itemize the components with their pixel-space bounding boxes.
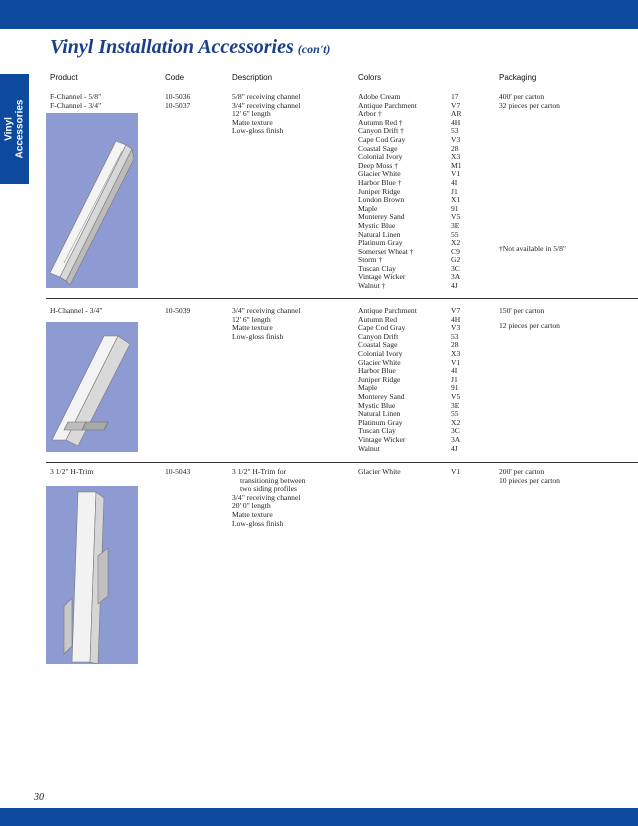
color-name: Walnut † <box>358 281 386 291</box>
color-name: Walnut <box>358 443 380 453</box>
row1-codes <box>165 93 190 110</box>
color-name: Glacier White <box>358 467 401 476</box>
row1-note: †Not available in 5/8" <box>499 244 566 253</box>
color-name: Arbor † <box>358 109 382 119</box>
color-code: 28 <box>451 340 459 350</box>
color-code: V7 <box>451 306 461 315</box>
color-code: 91 <box>451 203 459 213</box>
color-name: Platinum Gray <box>358 417 403 427</box>
color-name: Colonial Ivory <box>358 348 403 358</box>
color-code: V3 <box>451 323 461 333</box>
description-line: 3 1/2" H-Trim for <box>232 467 287 476</box>
color-name: Harbor Blue <box>358 366 396 376</box>
row1-description <box>232 93 300 136</box>
description-line: Low-gloss finish <box>232 331 284 341</box>
color-name: Glacier White <box>358 169 401 179</box>
description-line: two siding profiles <box>240 484 297 494</box>
color-code: 3E <box>451 400 460 410</box>
row1-color-names <box>358 93 417 291</box>
h-channel-illustration <box>46 322 138 452</box>
side-tab-line-1: Vinyl <box>3 117 15 141</box>
color-code: V1 <box>451 169 461 179</box>
color-name: Antique Parchment <box>358 100 417 110</box>
product-name: 3 1/2" H-Trim <box>50 467 94 476</box>
side-tab-line-2: Accessories <box>14 99 26 159</box>
color-name: Platinum Gray <box>358 238 403 248</box>
packaging-line: 10 pieces per carton <box>499 475 560 485</box>
color-code: 55 <box>451 229 459 239</box>
packaging-line: 400' per carton <box>499 92 545 101</box>
row-divider <box>46 462 638 463</box>
page-number: 30 <box>34 792 44 803</box>
page-title <box>50 36 330 59</box>
description-line: 3/4" receiving channel <box>232 306 301 315</box>
color-code: 3A <box>451 272 461 282</box>
color-code: X1 <box>451 195 461 205</box>
packaging-line: 32 pieces per carton <box>499 100 560 110</box>
bottom-banner <box>0 808 638 826</box>
color-name: Maple <box>358 203 378 213</box>
color-name: Natural Linen <box>358 229 401 239</box>
color-code: X3 <box>451 152 461 162</box>
col-header-packaging: Packaging <box>499 73 537 82</box>
color-code: X2 <box>451 238 461 248</box>
description-line: 3/4" receiving channel <box>232 100 301 110</box>
row3-products <box>50 468 93 477</box>
description-line: 5/8" receiving channel <box>232 92 301 101</box>
color-code: 3A <box>451 434 461 444</box>
color-code: V7 <box>451 100 461 110</box>
color-name: Canyon Drift <box>358 331 399 341</box>
color-name: Harbor Blue † <box>358 177 402 187</box>
color-name: Mystic Blue <box>358 400 396 410</box>
color-name: Tuscan Clay <box>358 263 396 273</box>
color-name: London Brown <box>358 195 405 205</box>
description-line: 20' 0" length <box>232 501 271 511</box>
page-title-text: Vinyl Installation Accessories <box>50 36 294 58</box>
color-code: V5 <box>451 391 461 401</box>
product-name: F-Channel - 5/8" <box>50 92 102 101</box>
color-name: Autumn Red <box>358 314 398 324</box>
color-name: Coastal Sage <box>358 340 398 350</box>
color-name: Monterey Sand <box>358 212 405 222</box>
color-code: 3E <box>451 220 460 230</box>
color-name: Mystic Blue <box>358 220 396 230</box>
product-code: 10-5039 <box>165 306 191 315</box>
color-name: Autumn Red † <box>358 117 403 127</box>
color-name: Colonial Ivory <box>358 152 403 162</box>
product-name: F-Channel - 3/4" <box>50 100 102 110</box>
color-code: 17 <box>451 92 459 101</box>
color-code: 91 <box>451 383 459 393</box>
color-name: Juniper Ridge <box>358 186 401 196</box>
color-code: X3 <box>451 348 461 358</box>
color-name: Storm † <box>358 255 383 265</box>
color-name: Antique Parchment <box>358 306 417 315</box>
description-line: Matte texture <box>232 323 273 333</box>
packaging-line: 200' per carton <box>499 467 545 476</box>
product-code: 10-5043 <box>165 467 191 476</box>
row2-description <box>232 307 300 341</box>
color-code: C9 <box>451 246 460 256</box>
color-code: 4I <box>451 177 458 187</box>
col-header-description: Description <box>232 73 273 82</box>
product-name: H-Channel - 3/4" <box>50 306 103 315</box>
color-code: 3C <box>451 263 460 273</box>
row-divider <box>46 298 638 299</box>
h-trim-illustration <box>46 486 138 664</box>
top-banner <box>0 0 638 29</box>
row2-color-codes <box>451 307 460 453</box>
packaging-line: 12 pieces per carton <box>499 320 560 330</box>
color-code: 28 <box>451 143 459 153</box>
row1-packaging <box>499 93 560 110</box>
side-tab <box>0 74 29 184</box>
row3-codes <box>165 468 190 477</box>
description-line: Matte texture <box>232 117 273 127</box>
row2-color-names <box>358 307 417 453</box>
color-name: Deep Moss † <box>358 160 399 170</box>
color-code: M1 <box>451 160 462 170</box>
description-line: Low-gloss finish <box>232 126 284 136</box>
color-name: Natural Linen <box>358 409 401 419</box>
product-code: 10-5036 <box>165 92 191 101</box>
color-name: Monterey Sand <box>358 391 405 401</box>
row3-color-codes <box>451 468 460 477</box>
color-code: 4J <box>451 443 458 453</box>
color-code: 55 <box>451 409 459 419</box>
row3-description <box>232 468 306 528</box>
color-name: Cape Cod Gray <box>358 134 406 144</box>
description-line: 12' 6" length <box>232 109 271 119</box>
color-code: V1 <box>451 467 461 476</box>
color-code: 4H <box>451 314 461 324</box>
color-name: Cape Cod Gray <box>358 323 406 333</box>
packaging-line: 150' per carton <box>499 306 545 315</box>
row2-products <box>50 307 102 316</box>
description-line: 3/4" receiving channel <box>232 492 301 502</box>
description-line: Matte texture <box>232 509 273 519</box>
color-name: Somerset Wheat † <box>358 246 414 256</box>
color-code: G2 <box>451 255 461 265</box>
color-name: Adobe Cream <box>358 92 401 101</box>
row2-packaging <box>499 307 560 330</box>
col-header-code: Code <box>165 73 185 82</box>
color-name: Vintage Wicker <box>358 272 406 282</box>
color-code: X2 <box>451 417 461 427</box>
description-line: Low-gloss finish <box>232 518 284 528</box>
color-code: J1 <box>451 374 458 384</box>
color-name: Tuscan Clay <box>358 426 396 436</box>
row3-packaging <box>499 468 560 485</box>
color-name: Glacier White <box>358 357 401 367</box>
color-name: Juniper Ridge <box>358 374 401 384</box>
description-line: transitioning between <box>240 475 306 485</box>
row1-color-codes <box>451 93 462 291</box>
col-header-colors: Colors <box>358 73 382 82</box>
color-name: Canyon Drift † <box>358 126 404 136</box>
color-code: 4J <box>451 281 458 291</box>
color-name: Maple <box>358 383 378 393</box>
col-header-product: Product <box>50 73 78 82</box>
color-code: 53 <box>451 126 459 136</box>
color-name: Vintage Wicker <box>358 434 406 444</box>
row2-codes <box>165 307 190 316</box>
color-code: 53 <box>451 331 459 341</box>
row1-products <box>50 93 101 110</box>
page-title-suffix: (con't) <box>297 42 331 56</box>
color-code: 4I <box>451 366 458 376</box>
color-code: 3C <box>451 426 460 436</box>
f-channel-illustration <box>46 113 138 288</box>
row3-color-names <box>358 468 401 477</box>
description-line: 12' 6" length <box>232 314 271 324</box>
product-code: 10-5037 <box>165 100 191 110</box>
color-code: J1 <box>451 186 458 196</box>
color-code: V1 <box>451 357 461 367</box>
color-name: Coastal Sage <box>358 143 398 153</box>
color-code: AR <box>451 109 462 119</box>
color-code: V5 <box>451 212 461 222</box>
color-code: V3 <box>451 134 461 144</box>
color-code: 4H <box>451 117 461 127</box>
